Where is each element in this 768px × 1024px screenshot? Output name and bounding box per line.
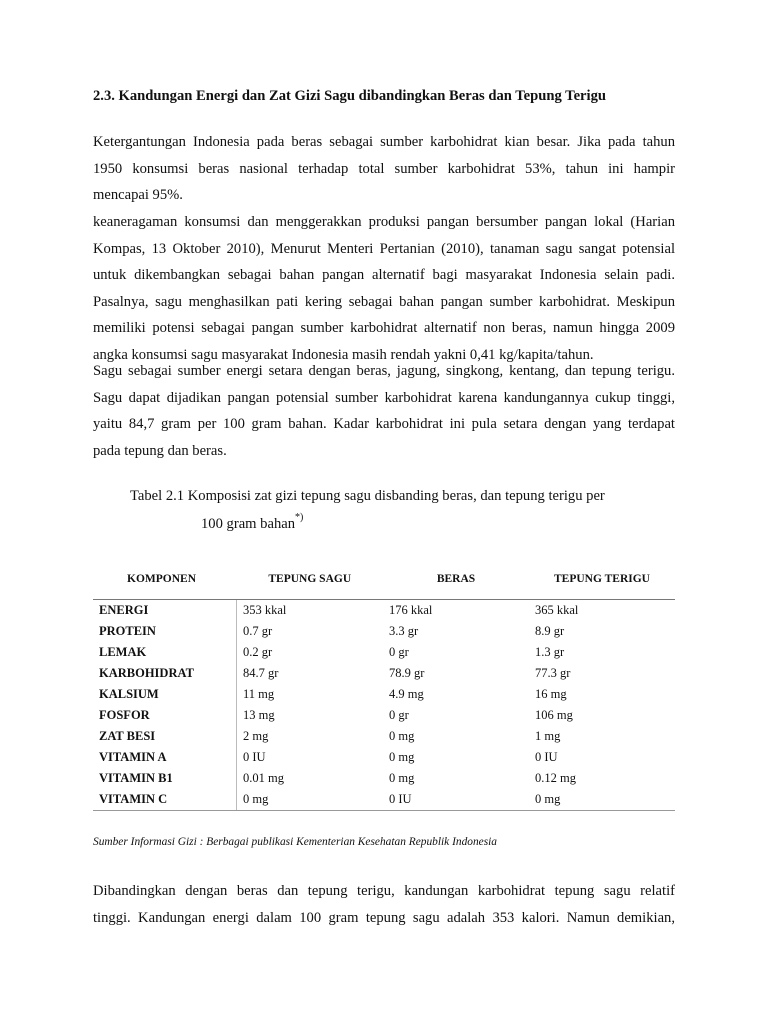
table-row	[93, 705, 675, 726]
table-cell: 84.7 gr	[237, 663, 384, 684]
table-cell: 365 kkal	[535, 603, 579, 617]
paragraph-4	[93, 878, 675, 931]
paragraph-line: pada tepung dan beras.	[93, 442, 227, 459]
table-cell: 0 IU	[383, 789, 529, 811]
table-cell: LEMAK	[99, 645, 147, 659]
table-row	[93, 768, 675, 789]
table-row	[93, 747, 675, 768]
paragraph-line: memiliki potensi sebagai pangan sumber karbohidrat alternatif non beras, namun hingga 2009	[93, 320, 675, 336]
table-cell: 0 IU	[237, 747, 384, 768]
column-header: KOMPONEN	[127, 573, 196, 585]
table-row	[93, 621, 675, 642]
nutrition-table	[93, 568, 675, 811]
paragraph-line: Pasalnya, sagu menghasilkan pati kering sebagai bahan pangan sumber karbohidrat. Meskipun	[93, 293, 675, 310]
paragraph-3	[93, 358, 675, 464]
table-cell: 0 mg	[529, 789, 675, 811]
table-row	[93, 684, 675, 705]
table-cell: 0.2 gr	[237, 642, 384, 663]
table-caption-continued	[201, 514, 303, 533]
paragraph-line: 1950 konsumsi beras nasional terhadap total sumber karbohidrat 53%, tahun ini hampir	[93, 160, 675, 177]
section-heading: 2.3. Kandungan Energi dan Zat Gizi Sagu dibandingkan Beras dan Tepung Terigu	[93, 88, 607, 104]
table-cell: VITAMIN A	[99, 750, 167, 764]
table-cell: 1 mg	[535, 729, 561, 743]
table-cell: 3.3 gr	[389, 624, 419, 638]
paragraph-line: mencapai 95%.	[93, 187, 183, 203]
column-header: TEPUNG TERIGU	[554, 573, 650, 585]
table-cell: 0 mg	[237, 789, 384, 811]
table-cell: 4.9 mg	[389, 687, 424, 701]
paragraph-line: Ketergantungan Indonesia pada beras sebagai sumber karbohidrat kian besar. Jika pada tahun	[93, 134, 675, 150]
table-cell: 2 mg	[237, 726, 384, 747]
paragraph-line: Dibandingkan dengan beras dan tepung terigu, kandungan karbohidrat tepung sagu relatif	[93, 883, 675, 899]
table-cell: ZAT BESI	[99, 729, 156, 743]
source-note: Sumber Informasi Gizi : Berbagai publikasi Kementerian Kesehatan Republik Indonesia	[93, 836, 498, 848]
table-cell: VITAMIN B1	[99, 771, 173, 785]
column-header: BERAS	[436, 573, 476, 585]
table-cell: 106 mg	[535, 708, 573, 722]
paragraph-1	[93, 129, 675, 209]
table-cell: 0 mg	[389, 771, 415, 785]
table-cell: 77.3 gr	[535, 666, 571, 680]
paragraph-line: yaitu 84,7 gram per 100 gram bahan. Kadar karbohidrat ini pula setara dengan yang terdapat	[93, 416, 675, 432]
table-cell: 0 mg	[389, 750, 415, 764]
table-cell: 0.12 mg	[535, 771, 576, 785]
table-header-divider	[93, 590, 675, 600]
table-row	[93, 663, 675, 684]
paragraph-line: Sagu sebagai sumber energi setara dengan beras, jagung, singkong, kentang, dan tepung terigu.	[93, 363, 675, 379]
table-row	[93, 789, 675, 811]
table-cell: 0 gr	[389, 645, 409, 659]
table-cell: 0.7 gr	[237, 621, 384, 642]
table-cell: VITAMIN C	[93, 789, 237, 811]
table-row	[93, 726, 675, 747]
paragraph-2	[93, 209, 675, 368]
table-cell: 353 kkal	[237, 600, 384, 622]
table-cell: 13 mg	[237, 705, 384, 726]
table-cell: 0 mg	[389, 729, 415, 743]
table-caption-text: 100 gram bahan	[201, 515, 296, 532]
paragraph-line: angka konsumsi sagu masyarakat Indonesia masih rendah yakni 0,41 kg/kapita/tahun.	[93, 346, 594, 363]
table-cell: 0 gr	[389, 708, 409, 722]
table-cell: 176 kkal	[389, 603, 433, 617]
paragraph-line: tinggi. Kandungan energi dalam 100 gram tepung sagu adalah 353 kalori. Namun demikian,	[93, 909, 675, 926]
table-cell: ENERGI	[99, 603, 149, 617]
footnote-mark: *)	[295, 512, 304, 523]
table-cell: 1.3 gr	[535, 645, 565, 659]
table-caption: Tabel 2.1 Komposisi zat gizi tepung sagu disbanding beras, dan tepung terigu per	[130, 488, 605, 504]
table-cell: KARBOHIDRAT	[99, 666, 194, 680]
table-row	[93, 642, 675, 663]
table-row	[93, 600, 675, 622]
table-cell: 16 mg	[535, 687, 567, 701]
table-cell: KALSIUM	[99, 687, 159, 701]
table-cell: FOSFOR	[99, 708, 150, 722]
table-cell: 0.01 mg	[237, 768, 384, 789]
table-header-row	[93, 568, 675, 590]
table-cell: PROTEIN	[99, 624, 156, 638]
table-cell: 8.9 gr	[535, 624, 565, 638]
paragraph-line: untuk dikembangkan sebagai bahan pangan alternatif bagi masyarakat Indonesia selain padi.	[93, 267, 675, 283]
column-header: TEPUNG SAGU	[268, 573, 352, 585]
paragraph-line: Sagu dapat dijadikan pangan potensial sumber karbohidrat karena kandungannya cukup tinggi,	[93, 389, 675, 406]
paragraph-line: Kompas, 13 Oktober 2010), Menurut Menteri Pertanian (2010), tanaman sagu sangat potensial	[93, 240, 675, 257]
table-cell: 11 mg	[237, 684, 384, 705]
paragraph-line: keaneragaman konsumsi dan menggerakkan produksi pangan bersumber pangan lokal (Harian	[93, 214, 675, 230]
table-cell: 0 IU	[535, 750, 558, 764]
table-cell: 78.9 gr	[389, 666, 425, 680]
